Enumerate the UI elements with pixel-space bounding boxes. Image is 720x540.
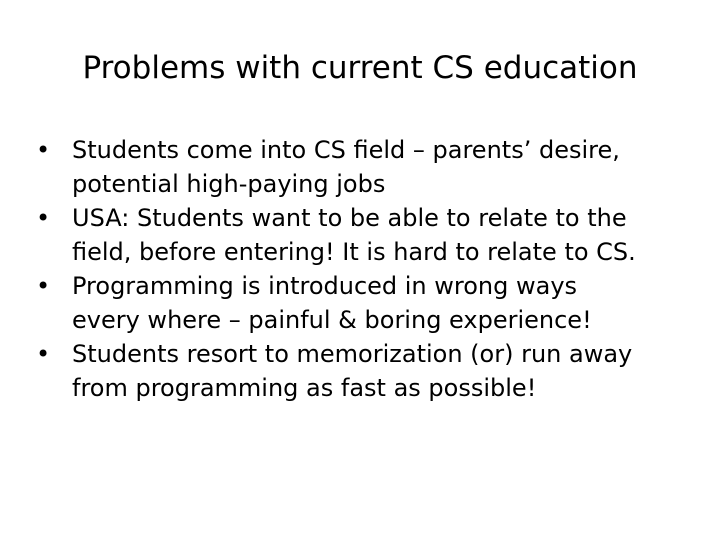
bullet-dot-icon: • — [36, 136, 51, 164]
bullet-text-line: USA: Students want to be able to relate to the — [72, 204, 627, 232]
bullet-text-line: Programming is introduced in wrong ways — [72, 272, 578, 300]
bullet-item-students-come — [36, 133, 698, 201]
bullet-text-line: field, before entering! It is hard to relate to CS. — [72, 238, 636, 266]
bullet-item-usa — [36, 201, 698, 269]
bullet-text-line: every where – painful & boring experience! — [72, 306, 592, 334]
bullet-dot-icon: • — [36, 340, 51, 368]
bullet-text-line: from programming as fast as possible! — [72, 374, 537, 402]
bullet-text-line: Students resort to memorization (or) run away — [72, 340, 633, 368]
bullet-dot-icon: • — [36, 204, 51, 232]
bullet-text-line: Students come into CS field – parents’ desire, — [72, 136, 620, 164]
bullet-list — [36, 133, 698, 405]
slide-title: Problems with current CS education — [82, 50, 638, 86]
bullet-dot-icon: • — [36, 272, 51, 300]
bullet-text-line: potential high-paying jobs — [72, 170, 386, 198]
bullet-item-programming — [36, 269, 698, 337]
bullet-item-memorization — [36, 337, 698, 405]
